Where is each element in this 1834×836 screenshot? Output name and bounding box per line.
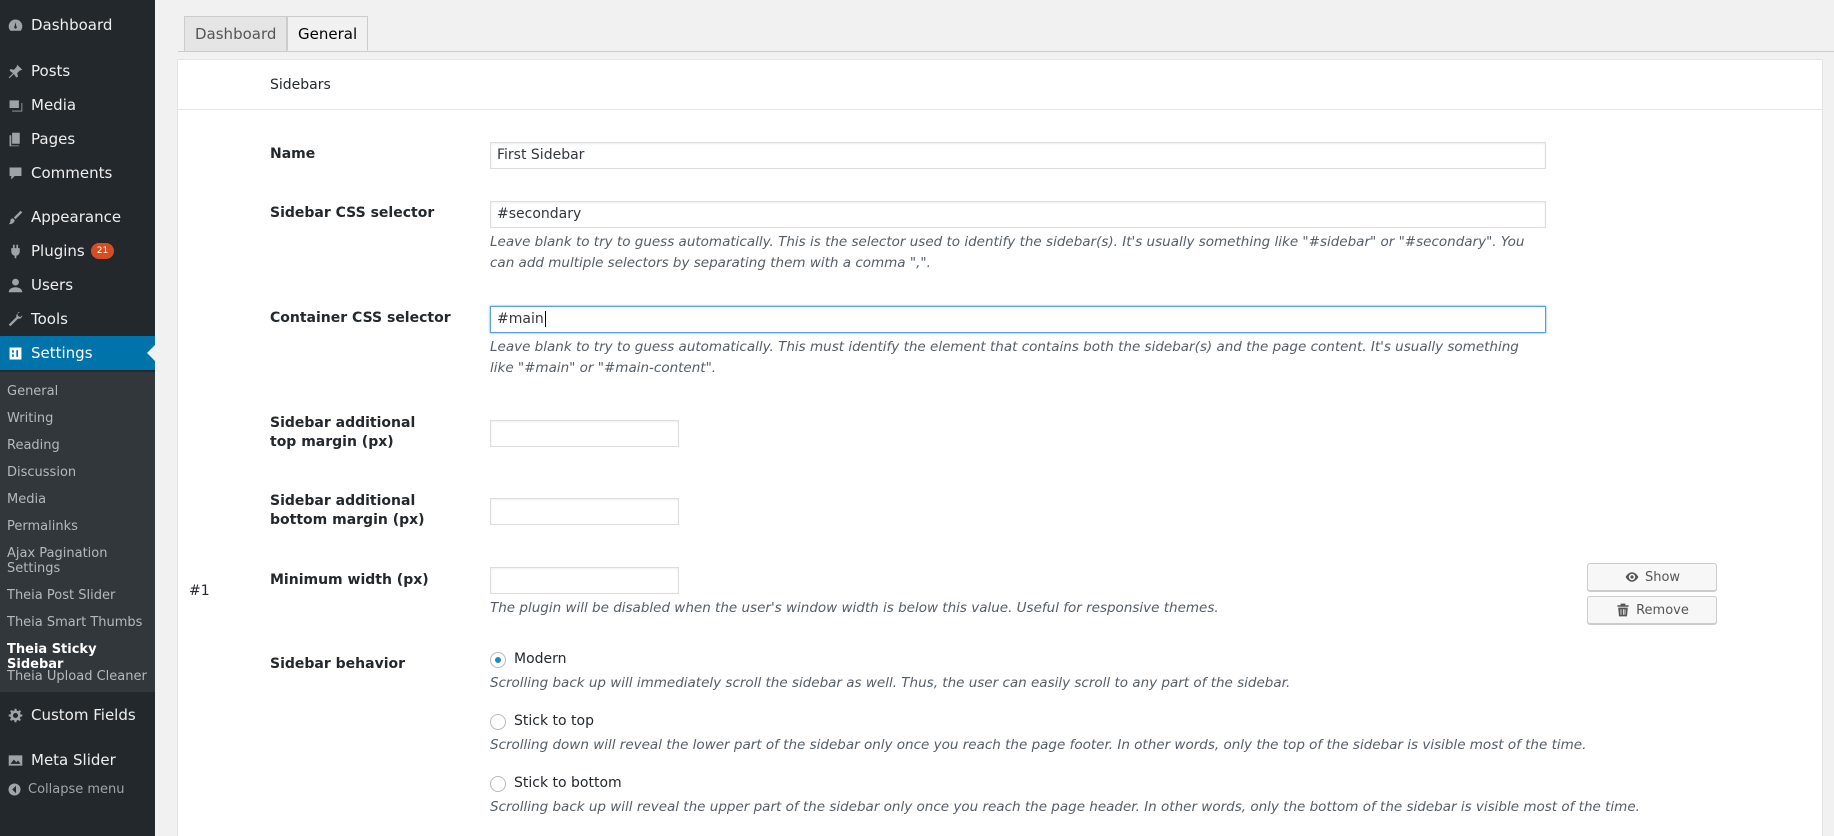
minimum-width-input[interactable] bbox=[490, 567, 679, 594]
container-css-selector-input[interactable] bbox=[490, 306, 1546, 333]
menu-label: Settings bbox=[31, 344, 93, 362]
name-label: Name bbox=[270, 146, 316, 162]
submenu-item-permalinks[interactable]: Permalinks bbox=[7, 519, 78, 534]
menu-label: Comments bbox=[31, 164, 113, 182]
behavior-option-stick-to-bottom-label[interactable]: Stick to bottom bbox=[514, 775, 622, 791]
eye-icon bbox=[1624, 569, 1640, 585]
behavior-option-modern-label[interactable]: Modern bbox=[514, 651, 567, 667]
sidebars-panel bbox=[177, 59, 1823, 836]
collapse-arrow-icon bbox=[0, 782, 28, 797]
behavior-radio-stick-to-bottom[interactable] bbox=[490, 776, 506, 792]
admin-sidebar bbox=[0, 0, 155, 836]
pin-icon bbox=[0, 63, 31, 80]
sidebar-behavior-label: Sidebar behavior bbox=[270, 656, 406, 672]
submenu-item-theia-upload-cleaner[interactable]: Theia Upload Cleaner bbox=[7, 669, 147, 684]
menu-label: Appearance bbox=[31, 208, 122, 226]
pages-icon bbox=[0, 131, 31, 148]
panel-title: Sidebars bbox=[270, 77, 331, 93]
behavior-option-stick-to-bottom-description: Scrolling back up will reveal the upper part of the sidebar only once you reach the page header. In other words, only the bottom of the sidebar is visible most of the time. bbox=[490, 799, 1640, 815]
text-cursor bbox=[545, 311, 546, 327]
tab-divider bbox=[178, 51, 1834, 52]
show-button[interactable] bbox=[1587, 563, 1717, 591]
settings-icon bbox=[0, 345, 31, 362]
minimum-width-description: The plugin will be disabled when the user's window width is below this value. Useful for responsive themes. bbox=[490, 600, 1219, 616]
tab-general[interactable]: General bbox=[287, 16, 368, 51]
minimum-width-label: Minimum width (px) bbox=[270, 572, 429, 588]
menu-item-media[interactable] bbox=[0, 88, 155, 122]
gear-icon bbox=[0, 707, 31, 724]
bottom-margin-label: Sidebar additional bottom margin (px) bbox=[270, 493, 425, 528]
menu-item-appearance[interactable] bbox=[0, 200, 155, 234]
menu-item-posts[interactable] bbox=[0, 54, 155, 88]
submenu-item-media[interactable]: Media bbox=[7, 492, 47, 507]
behavior-radio-modern[interactable] bbox=[490, 652, 506, 668]
wrench-icon bbox=[0, 311, 31, 328]
submenu-item-theia-smart-thumbs[interactable]: Theia Smart Thumbs bbox=[7, 615, 143, 630]
bottom-margin-input[interactable] bbox=[490, 498, 679, 525]
user-icon bbox=[0, 277, 31, 294]
brush-icon bbox=[0, 209, 31, 226]
panel-header bbox=[178, 60, 1822, 110]
menu-label: Meta Slider bbox=[31, 751, 116, 769]
submenu-item-writing[interactable]: Writing bbox=[7, 411, 54, 426]
behavior-option-stick-to-top-description: Scrolling down will reveal the lower part of the sidebar only once you reach the page footer. In other words, only the top of the sidebar is visible most of the time. bbox=[490, 737, 1587, 753]
menu-item-meta-slider[interactable] bbox=[0, 743, 155, 777]
submenu-item-theia-post-slider[interactable]: Theia Post Slider bbox=[7, 588, 116, 603]
remove-button-label: Remove bbox=[1636, 602, 1689, 618]
menu-label: Custom Fields bbox=[31, 706, 136, 724]
menu-label: Pages bbox=[31, 130, 76, 148]
sidebar-css-selector-input[interactable]: #secondary bbox=[490, 201, 1546, 228]
tab-dashboard[interactable]: Dashboard bbox=[184, 16, 287, 51]
remove-button[interactable] bbox=[1587, 596, 1717, 624]
menu-item-settings[interactable] bbox=[0, 336, 155, 370]
menu-label: Users bbox=[31, 276, 74, 294]
submenu-item-reading[interactable]: Reading bbox=[7, 438, 60, 453]
menu-item-users[interactable] bbox=[0, 268, 155, 302]
show-button-label: Show bbox=[1644, 569, 1681, 585]
submenu-item-ajax-pagination[interactable]: Ajax Pagination Settings bbox=[7, 546, 108, 576]
menu-item-plugins[interactable] bbox=[0, 234, 155, 268]
submenu-item-theia-sticky-sidebar[interactable]: Theia Sticky Sidebar bbox=[7, 642, 97, 672]
sidebar-css-selector-description: Leave blank to try to guess automatically. This is the selector used to identify the sidebar(s). It's usually something like "#sidebar" or "#secondary". You can add multiple selectors by separating them with a comma ",". bbox=[490, 234, 1525, 271]
top-margin-label: Sidebar additional top margin (px) bbox=[270, 415, 416, 450]
update-count-badge: 21 bbox=[91, 243, 114, 259]
menu-item-dashboard[interactable] bbox=[0, 8, 155, 42]
menu-label: Tools bbox=[31, 310, 68, 328]
trash-icon bbox=[1615, 602, 1631, 618]
sidebar-index-label: #1 bbox=[189, 583, 210, 599]
slider-icon bbox=[0, 752, 31, 769]
menu-item-custom-fields[interactable] bbox=[0, 698, 155, 732]
menu-item-comments[interactable] bbox=[0, 156, 155, 190]
collapse-label: Collapse menu bbox=[28, 782, 125, 797]
comment-icon bbox=[0, 165, 31, 182]
container-css-selector-value: #main bbox=[497, 311, 544, 327]
menu-item-pages[interactable] bbox=[0, 122, 155, 156]
menu-label: Posts bbox=[31, 62, 71, 80]
submenu-item-general[interactable]: General bbox=[7, 384, 59, 399]
dashboard-icon bbox=[0, 17, 31, 34]
behavior-option-stick-to-top-label[interactable]: Stick to top bbox=[514, 713, 594, 729]
collapse-menu-button[interactable] bbox=[0, 782, 125, 797]
container-css-selector-description: Leave blank to try to guess automatically. This must identify the element that contains both the sidebar(s) and the page content. It's usually something like "#main" or "#main-content". bbox=[490, 339, 1519, 376]
behavior-radio-stick-to-top[interactable] bbox=[490, 714, 506, 730]
menu-label: Media bbox=[31, 96, 77, 114]
menu-item-tools[interactable] bbox=[0, 302, 155, 336]
menu-label: Plugins bbox=[31, 242, 85, 260]
plugin-icon bbox=[0, 243, 31, 260]
behavior-option-modern-description: Scrolling back up will immediately scroll the sidebar as well. Thus, the user can easily scroll to any part of the sidebar. bbox=[490, 675, 1291, 691]
container-css-selector-label: Container CSS selector bbox=[270, 310, 451, 326]
top-margin-input[interactable] bbox=[490, 420, 679, 447]
submenu-item-discussion[interactable]: Discussion bbox=[7, 465, 77, 480]
name-input[interactable]: First Sidebar bbox=[490, 142, 1546, 169]
menu-label: Dashboard bbox=[31, 16, 113, 34]
media-icon bbox=[0, 97, 31, 114]
sidebar-css-selector-label: Sidebar CSS selector bbox=[270, 205, 435, 221]
